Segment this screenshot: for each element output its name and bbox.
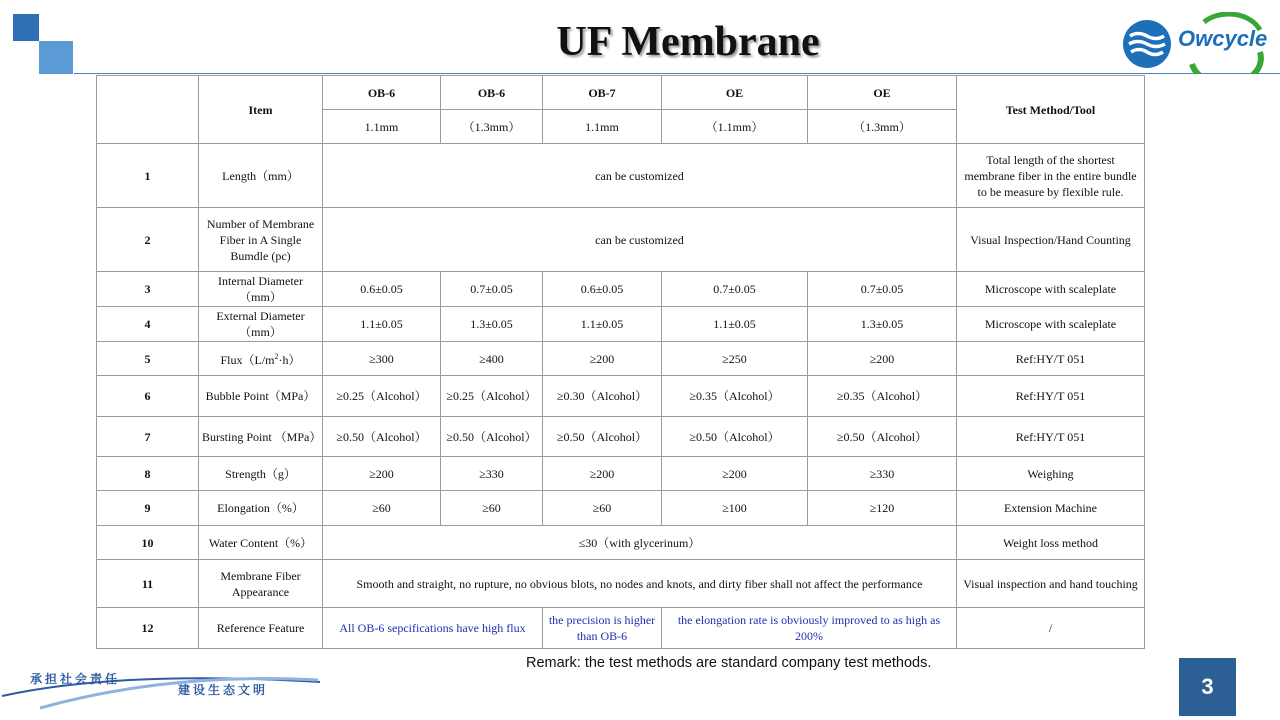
row-value: 0.7±0.05 [808, 272, 957, 307]
row-item: Number of Membrane Fiber in A Single Bumdle (pc) [199, 208, 323, 272]
row-value: ≥400 [441, 342, 543, 376]
row-number: 2 [97, 208, 199, 272]
row-value: ≥200 [543, 342, 662, 376]
feature-ob7: the precision is higher than OB-6 [543, 608, 662, 649]
row-method: Weighing [957, 457, 1145, 491]
slogan-line-1: 承担社会责任 [30, 672, 121, 686]
row-value: 0.6±0.05 [323, 272, 441, 307]
table-row [97, 307, 1145, 342]
table-row [97, 608, 1145, 649]
row-method: Visual Inspection/Hand Counting [957, 208, 1145, 272]
row-method: Extension Machine [957, 491, 1145, 526]
remark-text: Remark: the test methods are standard company test methods. [526, 655, 932, 671]
row-value: 0.6±0.05 [543, 272, 662, 307]
row-number: 3 [97, 272, 199, 307]
row-value: ≥60 [323, 491, 441, 526]
row-value: ≥0.50（Alcohol） [441, 417, 543, 457]
row-value: ≥200 [323, 457, 441, 491]
row-item: Membrane Fiber Appearance [199, 560, 323, 608]
row-value: ≥0.30（Alcohol） [543, 376, 662, 417]
row-method: Ref:HY/T 051 [957, 376, 1145, 417]
row-number: 6 [97, 376, 199, 417]
row-number: 8 [97, 457, 199, 491]
table-row [97, 560, 1145, 608]
header-spec: （1.1mm） [662, 110, 808, 144]
header-spec: （1.3mm） [808, 110, 957, 144]
row-value: ≥60 [543, 491, 662, 526]
row-method: Ref:HY/T 051 [957, 342, 1145, 376]
row-value: ≥0.50（Alcohol） [808, 417, 957, 457]
row-item: Internal Diameter （mm） [199, 272, 323, 307]
row-number: 11 [97, 560, 199, 608]
row-value: 1.3±0.05 [808, 307, 957, 342]
row-value: 0.7±0.05 [441, 272, 543, 307]
row-value: ≥330 [441, 457, 543, 491]
row-item-text: ·h） [278, 353, 301, 367]
row-method: Weight loss method [957, 526, 1145, 560]
row-value: ≥0.50（Alcohol） [543, 417, 662, 457]
spec-table [96, 75, 1145, 649]
feature-ob6: All OB-6 sepcifications have high flux [323, 608, 543, 649]
row-item-sup: 2 [274, 352, 279, 361]
row-number: 1 [97, 144, 199, 208]
header-item: Item [199, 76, 323, 144]
row-item: Strength（g） [199, 457, 323, 491]
row-value: 1.1±0.05 [323, 307, 441, 342]
slogan-swoosh [0, 660, 330, 716]
row-item: Water Content（%） [199, 526, 323, 560]
table-row [97, 144, 1145, 208]
row-item [199, 342, 323, 376]
row-method: Ref:HY/T 051 [957, 417, 1145, 457]
row-item: Bubble Point（MPa） [199, 376, 323, 417]
row-value: 0.7±0.05 [662, 272, 808, 307]
row-value: ≥0.35（Alcohol） [808, 376, 957, 417]
row-item: Reference Feature [199, 608, 323, 649]
row-value: ≥0.50（Alcohol） [662, 417, 808, 457]
table-row [97, 208, 1145, 272]
table-row [97, 526, 1145, 560]
row-method: Microscope with scaleplate [957, 307, 1145, 342]
row-method: Total length of the shortest membrane fiber in the entire bundle to be measure by flexible rule. [957, 144, 1145, 208]
row-value: 1.1±0.05 [662, 307, 808, 342]
row-span-value: can be customized [323, 144, 957, 208]
header-spec: （1.3mm） [441, 110, 543, 144]
row-value: 1.1±0.05 [543, 307, 662, 342]
row-number: 5 [97, 342, 199, 376]
row-value: ≥300 [323, 342, 441, 376]
row-value: 1.3±0.05 [441, 307, 543, 342]
row-span-value: ≤30（with glycerinum） [323, 526, 957, 560]
row-item: Length（mm） [199, 144, 323, 208]
table-row [97, 376, 1145, 417]
row-value: ≥200 [543, 457, 662, 491]
row-value: ≥0.35（Alcohol） [662, 376, 808, 417]
page-title: UF Membrane [556, 19, 820, 65]
table-row [97, 457, 1145, 491]
row-number: 4 [97, 307, 199, 342]
table-row [97, 272, 1145, 307]
brand-name: Owcycle [1178, 26, 1268, 51]
row-value: ≥250 [662, 342, 808, 376]
header-spec: 1.1mm [543, 110, 662, 144]
row-item: External Diameter （mm） [199, 307, 323, 342]
row-number: 7 [97, 417, 199, 457]
header-model: OE [662, 76, 808, 110]
row-value: ≥0.25（Alcohol） [441, 376, 543, 417]
row-method: Visual inspection and hand touching [957, 560, 1145, 608]
row-method: Microscope with scaleplate [957, 272, 1145, 307]
row-number: 9 [97, 491, 199, 526]
row-method: / [957, 608, 1145, 649]
table-row [97, 417, 1145, 457]
header-divider [74, 73, 1280, 74]
header-model: OB-6 [323, 76, 441, 110]
row-span-value: Smooth and straight, no rupture, no obvious blots, no nodes and knots, and dirty fiber shall not affect the performance [323, 560, 957, 608]
row-value: ≥330 [808, 457, 957, 491]
feature-oe: the elongation rate is obviously improved to as high as 200% [662, 608, 957, 649]
header-row [97, 76, 1145, 110]
header-model: OB-7 [543, 76, 662, 110]
row-value: ≥200 [662, 457, 808, 491]
header-method: Test Method/Tool [957, 76, 1145, 144]
row-number: 12 [97, 608, 199, 649]
row-value: ≥100 [662, 491, 808, 526]
row-value: ≥60 [441, 491, 543, 526]
row-number: 10 [97, 526, 199, 560]
header-blank [97, 76, 199, 144]
row-span-value: can be customized [323, 208, 957, 272]
header-spec: 1.1mm [323, 110, 441, 144]
header-model: OE [808, 76, 957, 110]
row-value: ≥0.25（Alcohol） [323, 376, 441, 417]
row-item-text: Flux（L/m [220, 353, 275, 367]
table-row [97, 491, 1145, 526]
row-value: ≥0.50（Alcohol） [323, 417, 441, 457]
slogan-line-2: 建设生态文明 [178, 683, 269, 697]
row-item: Bursting Point （MPa） [199, 417, 323, 457]
row-value: ≥200 [808, 342, 957, 376]
row-value: ≥120 [808, 491, 957, 526]
header-model: OB-6 [441, 76, 543, 110]
table-row [97, 342, 1145, 376]
page-number: 3 [1179, 658, 1236, 716]
row-item: Elongation（%） [199, 491, 323, 526]
